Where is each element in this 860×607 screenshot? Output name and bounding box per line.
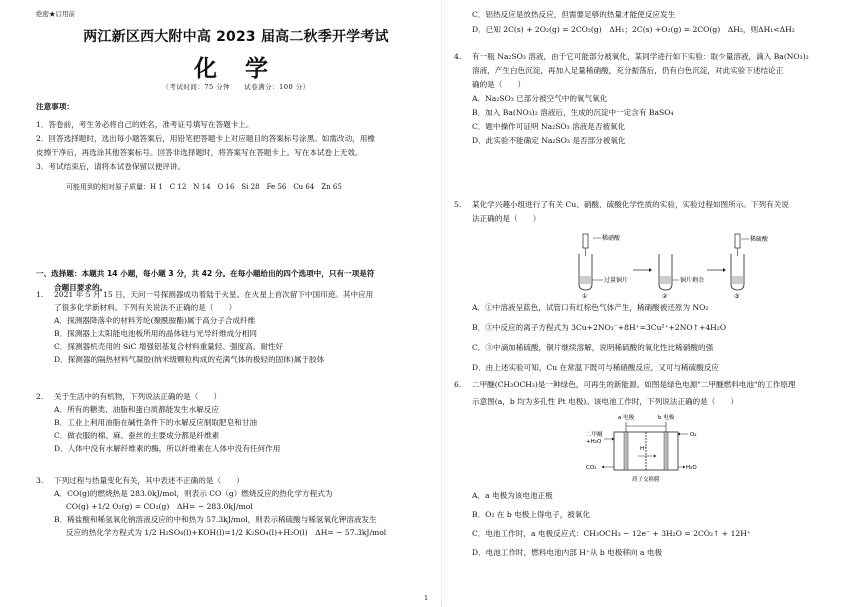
question-stem: 溶液，产生白色沉淀，再加入足量稀硝酸，充分振荡后，仍有白色沉淀，对此实验下述结论正 xyxy=(472,65,784,75)
label-remaining-copper: 铜片剩余 xyxy=(680,277,705,284)
question-stem: 关于生活中的有机物，下列说法正确的是（ ） xyxy=(54,392,222,401)
label-electrode-a: a 电极 xyxy=(618,415,635,421)
question-number: 1. xyxy=(36,290,44,299)
option-c: C．铝热反应是放热反应，但需要足够的热量才能使反应发生 xyxy=(472,10,676,19)
question-stem: 下列过程与热量变化有关，其中表述不正确的是（ ） xyxy=(54,476,244,485)
option-b: B．探测器上太阳能电池板所用的晶体硅与光导纤维成分相同 xyxy=(54,328,258,338)
question-number: 3. xyxy=(36,476,44,485)
section1-heading-line2: 合题目要求的。 xyxy=(54,282,108,292)
label-dilute-sulfuric: 稀硫酸 xyxy=(750,236,769,243)
question-stem: 2021 年 5 月 15 日，天问一号探测器成功着陆于火星。在火星上首次留下中国印迹。其中应用 xyxy=(54,290,374,299)
option-a: A．①中溶液呈蓝色，试管口有红棕色气体产生，稀硝酸被还原为 NO₂ xyxy=(472,303,709,312)
atomic-masses: 可能用到的相对原子质量：H 1 C 12 N 14 O 16 Si 28 Fe 56 Cu 64 Zn 65 xyxy=(66,182,342,191)
section1-heading-line1: 一、选择题：本题共 14 小题，每小题 3 分，共 42 分。在每小题给出的四个选项中，只有一项是符 xyxy=(36,269,375,278)
question-3 xyxy=(36,477,426,538)
test-tube-1 xyxy=(579,234,601,290)
option-d: D．此实验不能确定 Na₂SO₃ 是否部分被氧化 xyxy=(472,135,626,145)
label-oxygen: O₂ xyxy=(690,432,697,438)
test-tube-2 xyxy=(659,254,672,290)
option-c: C．做衣服的棉、麻、蚕丝的主要成分都是纤维素 xyxy=(54,430,220,440)
question-number: 2. xyxy=(36,392,44,401)
secret-mark: 绝密★启用前 xyxy=(36,10,75,18)
question-5-options xyxy=(454,304,844,373)
question-2 xyxy=(36,393,426,454)
option-b: B．③中反应的离子方程式为 3Cu+2NO₃⁻+8H⁺=3Cu²⁺+2NO↑+4H₂O xyxy=(472,322,727,332)
question-6 xyxy=(454,381,844,407)
option-a: A．a 电极为该电池正极 xyxy=(472,491,553,500)
note-item: 2．回答选择题时，选出每小题答案后，用铅笔把答题卡上对应题目的答案标号涂黑。如需改动，用橡 xyxy=(36,133,375,143)
tube-label-3: ③ xyxy=(734,293,740,300)
label-water: H₂O xyxy=(686,465,697,471)
option-c: C．③中滴加稀硫酸，铜片继续溶解，说明稀硫酸的氧化性比稀硝酸的强 xyxy=(472,342,714,352)
label-excess-copper: 过量铜片 xyxy=(604,277,629,284)
question-1 xyxy=(36,291,426,365)
option-a: A．探测器降落伞的材料芳纶(聚酰胺酯)属于高分子合成纤维 xyxy=(54,315,256,325)
option-a: A．CO(g)的燃烧热是 283.0kJ/mol，则表示 CO（g）燃烧反应的热化学方程式为 xyxy=(54,488,333,498)
label-dimethyl-ether: 二甲醚 xyxy=(586,432,603,438)
option-b-equation: 反应的热化学方程式为 1/2 H₂SO₄(l)+KOH(l)=1/2 K₂SO₄(l)+H₂O(l) ΔH= − 57.3kJ/mol xyxy=(66,527,387,537)
question-stem: 有一瓶 Na₂SO₃ 溶液，由于它可能部分被氧化，某同学进行如下实验：取少量溶液，滴入 Ba(NO₃)₂ xyxy=(472,52,809,61)
option-a-equation: CO(g) +1/2 O₂(g) = CO₂(g) ΔH= − 283.0kJ/mol xyxy=(66,501,253,511)
question-number: 4. xyxy=(454,52,462,61)
note-item: 1．答卷前，考生务必将自己的姓名，准考证号填写在答题卡上。 xyxy=(36,119,254,129)
question-number: 6. xyxy=(454,380,462,389)
option-b: B．工业上利用油脂在碱性条件下的水解反应制取肥皂和甘油 xyxy=(54,417,258,427)
note-item: 皮擦干净后，再选涂其他答案标号。回答非选择题时，将答案写在答题卡上。写在本试卷上无效。 xyxy=(36,147,363,157)
copper-acid-experiment-figure xyxy=(575,232,775,300)
question-stem: 示意图(a，b 均为多孔性 Pt 电极)。该电池工作时，下列说法正确的是（ ） xyxy=(472,396,739,406)
notes-heading: 注意事项： xyxy=(36,102,74,111)
subject-title: 化 学 xyxy=(193,56,278,82)
option-d: D．探测器的隔热材料气凝胶(纳米级颗粒构成的充满气体的极轻的固体)属于胶体 xyxy=(54,354,325,364)
notes-section xyxy=(36,103,426,191)
question-number: 5. xyxy=(454,200,462,209)
option-b: B．稀盐酸和稀氢氧化钠溶液反应的中和热为 57.3kJ/mol，则表示稀硫酸与稀氢氧化钾溶液发生 xyxy=(54,514,377,524)
question-stem: 法正确的是（ ） xyxy=(472,213,541,223)
question-5 xyxy=(454,201,844,224)
option-a: A．所有的糖类、油脂和蛋白质都能发生水解反应 xyxy=(54,404,219,414)
option-c: C．题中操作可证明 Na₂SO₃ 溶液是否被氧化 xyxy=(472,121,626,131)
test-tube-3 xyxy=(731,234,749,290)
exam-title: 两江新区西大附中高 2023 届高二秋季开学考试 xyxy=(83,29,389,45)
option-a: A．Na₂SO₃ 已部分被空气中的氧气氧化 xyxy=(472,93,608,103)
option-d: D．由上述实验可知，Cu 在常温下既可与稀硝酸反应，又可与稀硫酸反应 xyxy=(472,362,720,372)
question-stem: 二甲醚(CH₃OCH₃)是一种绿色，可再生的新能源。如图是绿色电源"二甲醚燃料电池"的工作原理 xyxy=(472,380,796,389)
label-dme-water: +H₂O xyxy=(586,439,602,445)
option-d: D．电池工作时，燃料电池内部 H⁺从 b 电极移向 a 电极 xyxy=(472,547,663,557)
column-divider xyxy=(441,0,442,607)
question-4 xyxy=(454,53,844,146)
label-membrane: 质子交换膜 xyxy=(632,477,660,483)
note-item: 3．考试结束后，请将本试卷保留以便评讲。 xyxy=(36,161,186,171)
option-c: C．电池工作时，a 电极反应式：CH₃OCH₃ − 12e⁻ + 3H₂O = 2CO₂↑ + 12H⁺ xyxy=(472,528,751,538)
electrode-b xyxy=(664,432,668,470)
option-b: B．加入 Ba(NO₃)₂ 溶液后，生成的沉淀中一定含有 BaSO₄ xyxy=(472,107,674,117)
question-6-options xyxy=(454,492,844,558)
exam-info: （考试时间：75 分钟 试卷满分：100 分） xyxy=(162,83,310,91)
question-3-continued xyxy=(454,11,844,35)
tube-label-1: ① xyxy=(582,293,588,300)
label-co2: CO₂ xyxy=(586,465,597,471)
option-d: D．人体中没有水解纤维素的酶，所以纤维素在人体中没有任何作用 xyxy=(54,443,281,453)
option-b: B．O₂ 在 b 电极上得电子，被氧化 xyxy=(472,509,591,519)
question-stem: 某化学兴趣小组进行了有关 Cu、硝酸、硫酸化学性质的实验，实验过程如图所示。下列有关说 xyxy=(472,200,789,209)
label-dilute-nitric-1: 稀硝酸 xyxy=(602,235,621,242)
electrode-a xyxy=(624,432,628,470)
fuel-cell-figure xyxy=(582,412,722,484)
option-c: C．探测器机壳用的 SiC 增强铝基复合材料重量轻、强度高、耐性好 xyxy=(54,341,284,351)
label-electrode-b: b 电极 xyxy=(658,415,675,421)
page-number: 1 xyxy=(424,594,429,602)
question-stem: 确的是（ ） xyxy=(472,79,526,89)
tube-label-2: ② xyxy=(662,293,668,300)
option-d: D．已知 2C(s) + 2O₂(g) = 2CO₂(g) ΔH₁；2C(s) +O₂(g) = 2CO(g) ΔH₂，则ΔH₁<ΔH₂ xyxy=(472,24,795,34)
question-stem: 了很多化学新材料。下列有关说法不正确的是（ ） xyxy=(54,302,237,312)
label-h-plus: H⁺ xyxy=(640,446,648,452)
